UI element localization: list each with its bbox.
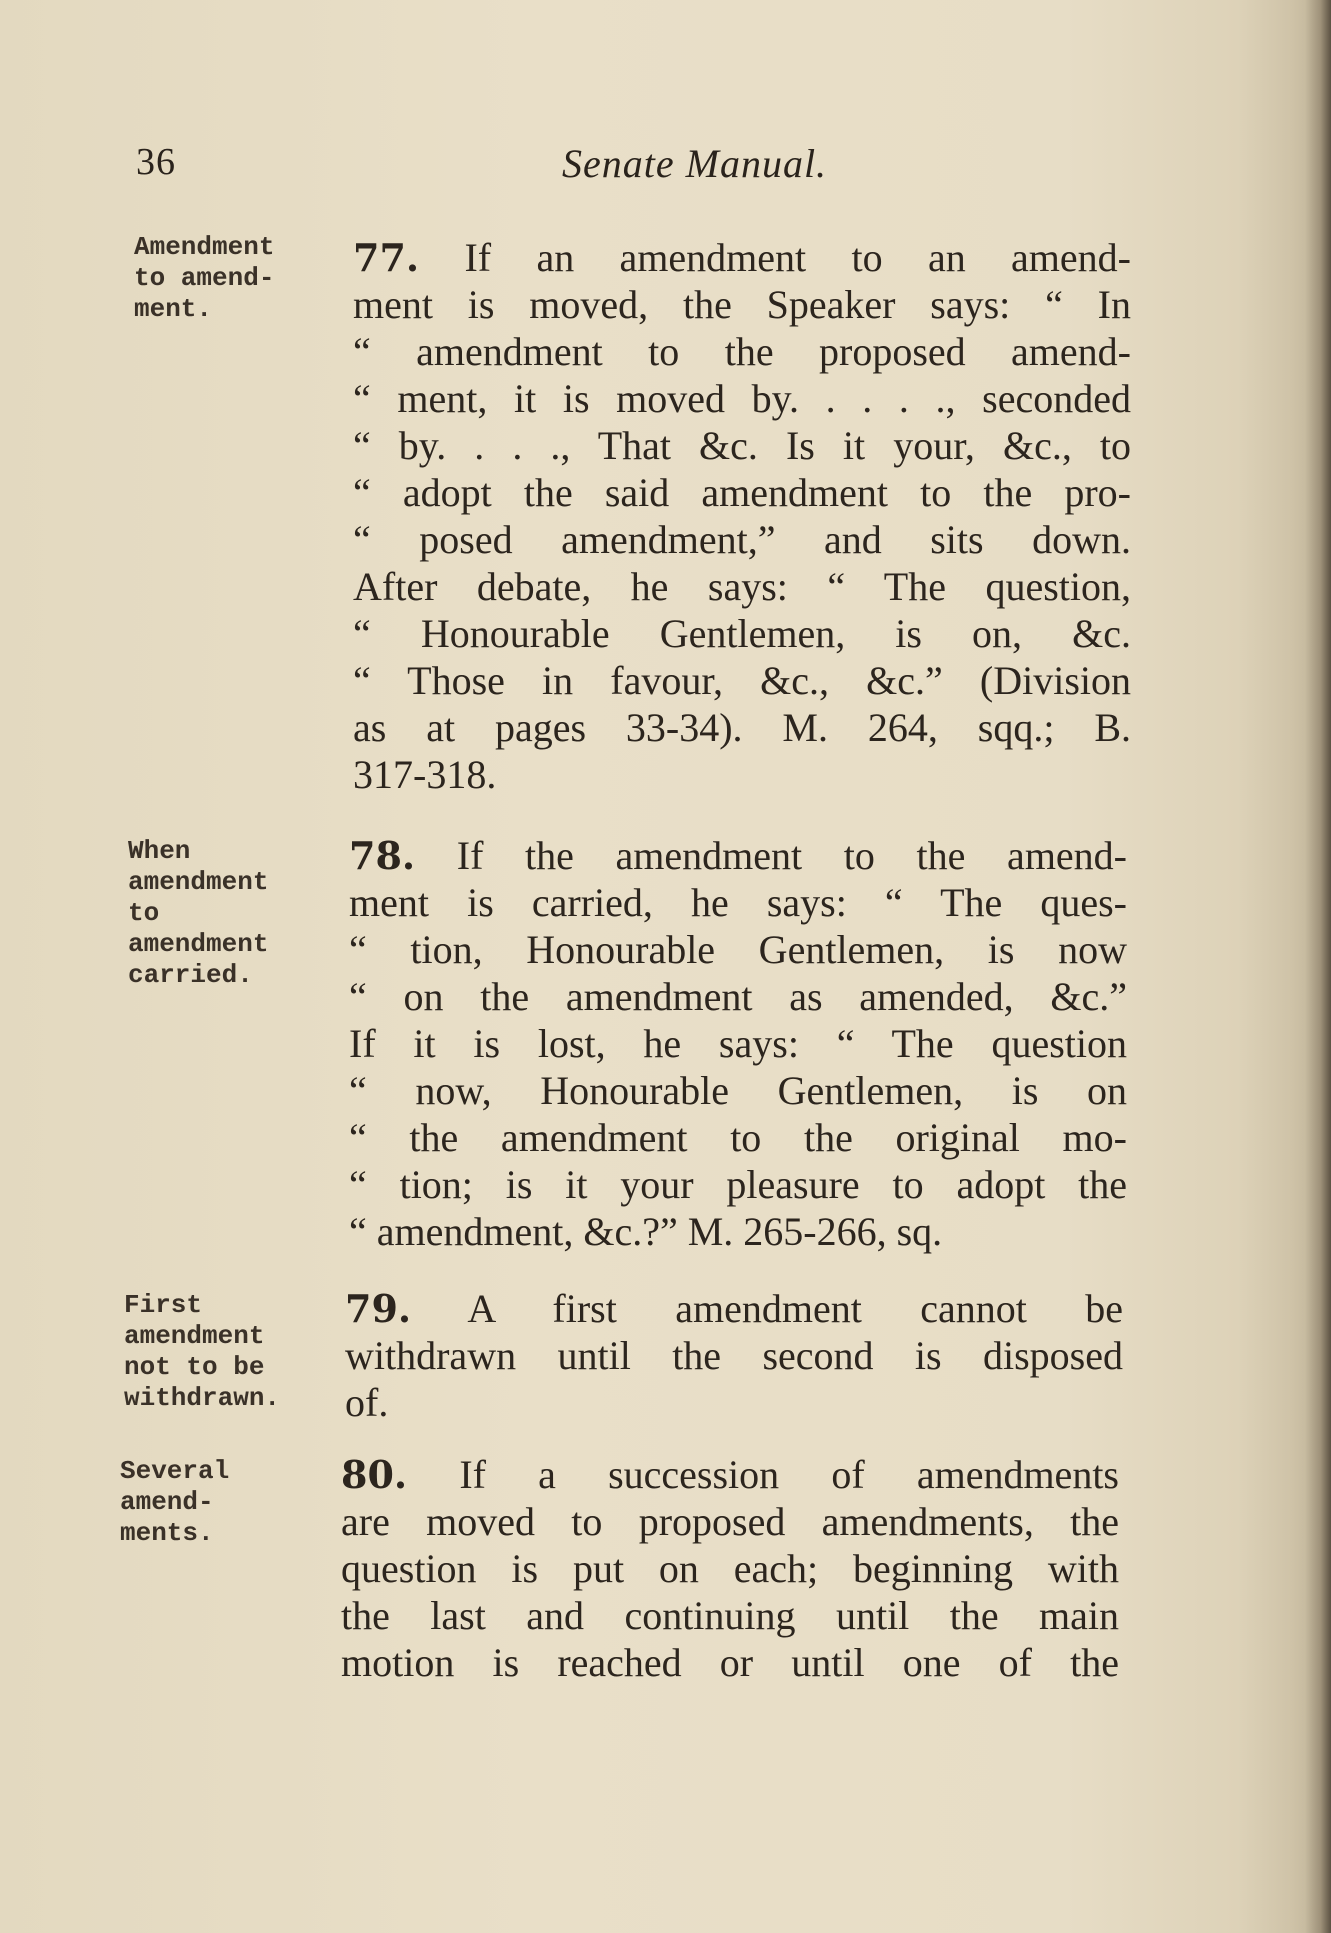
text-line: 80. If a succession of amendments bbox=[341, 1452, 1119, 1497]
gutter-shadow bbox=[1305, 0, 1331, 1933]
text-line: the last and continuing until the main bbox=[341, 1593, 1119, 1638]
sidenote-line: to bbox=[128, 898, 160, 928]
text-line: If it is lost, he says: “ The question bbox=[349, 1021, 1127, 1066]
text-line: “ posed amendment,” and sits down. bbox=[353, 517, 1131, 562]
text-line: After debate, he says: “ The question, bbox=[353, 564, 1131, 609]
text-line: 317-318. bbox=[353, 752, 497, 797]
sidenote-line: amendment bbox=[124, 1321, 265, 1351]
paragraph-number: 79. bbox=[345, 1286, 412, 1331]
text-line: “ Those in favour, &c., &c.” (Division bbox=[353, 658, 1131, 703]
page-number: 36 bbox=[136, 141, 176, 183]
sidenote-line: Amendment bbox=[134, 232, 275, 262]
text-line: of. bbox=[345, 1380, 389, 1425]
paragraph-number: 80. bbox=[341, 1452, 408, 1497]
sidenote-line: Several bbox=[120, 1456, 230, 1486]
sidenote bbox=[120, 1456, 320, 1549]
sidenote-line: ments. bbox=[120, 1518, 214, 1548]
text-line: “ tion, Honourable Gentlemen, is now bbox=[349, 927, 1127, 972]
text-line: “ Honourable Gentlemen, is on, &c. bbox=[353, 611, 1131, 656]
sidenote bbox=[134, 232, 334, 325]
text-line: 78. If the amendment to the amend- bbox=[349, 833, 1127, 878]
paragraph bbox=[341, 1451, 1119, 1686]
sidenote-line: carried. bbox=[128, 960, 253, 990]
sidenote-line: to amend- bbox=[134, 263, 275, 293]
sidenote bbox=[124, 1290, 324, 1414]
sidenote-line: withdrawn. bbox=[124, 1383, 281, 1413]
text-line: “ now, Honourable Gentlemen, is on bbox=[349, 1068, 1127, 1113]
text-line: “ amendment to the proposed amend- bbox=[353, 329, 1131, 374]
text-line: withdrawn until the second is disposed bbox=[345, 1333, 1123, 1378]
paragraph bbox=[349, 832, 1127, 1255]
sidenote bbox=[128, 836, 328, 991]
sidenote-line: First bbox=[124, 1290, 203, 1320]
paragraph-number: 78. bbox=[349, 833, 416, 878]
text-line: as at pages 33-34). M. 264, sqq.; B. bbox=[353, 705, 1131, 750]
text-line: 79. A first amendment cannot be bbox=[345, 1286, 1124, 1331]
text-line: “ on the amendment as amended, &c.” bbox=[349, 974, 1127, 1019]
paragraph bbox=[353, 234, 1131, 798]
running-title: Senate Manual. bbox=[562, 141, 828, 186]
text-line: are moved to proposed amendments, the bbox=[341, 1499, 1119, 1544]
page-header bbox=[0, 140, 1331, 190]
paragraph-number: 77. bbox=[353, 235, 420, 280]
sidenote-line: ment. bbox=[134, 294, 213, 324]
text-line: “ tion; is it your pleasure to adopt the bbox=[349, 1162, 1127, 1207]
text-line: “ by. . . ., That &c. Is it your, &c., to bbox=[353, 423, 1131, 468]
sidenote-line: When bbox=[128, 836, 191, 866]
text-line: ment is carried, he says: “ The ques- bbox=[349, 880, 1127, 925]
sidenote-line: amendment bbox=[128, 867, 269, 897]
sidenote-line: amendment bbox=[128, 929, 269, 959]
text-line: “ amendment, &c.?” M. 265-266, sq. bbox=[349, 1209, 943, 1254]
text-line: ment is moved, the Speaker says: “ In bbox=[353, 282, 1131, 327]
sidenote-line: amend- bbox=[120, 1487, 214, 1517]
sidenote-line: not to be bbox=[124, 1352, 265, 1382]
text-line: “ ment, it is moved by. . . . ., seconded bbox=[353, 376, 1131, 421]
paragraph bbox=[345, 1285, 1123, 1426]
text-line: motion is reached or until one of the bbox=[341, 1640, 1119, 1685]
text-line: “ adopt the said amendment to the pro- bbox=[353, 470, 1131, 515]
text-line: question is put on each; beginning with bbox=[341, 1546, 1119, 1591]
text-line: 77. If an amendment to an amend- bbox=[353, 235, 1131, 280]
text-line: “ the amendment to the original mo- bbox=[349, 1115, 1127, 1160]
